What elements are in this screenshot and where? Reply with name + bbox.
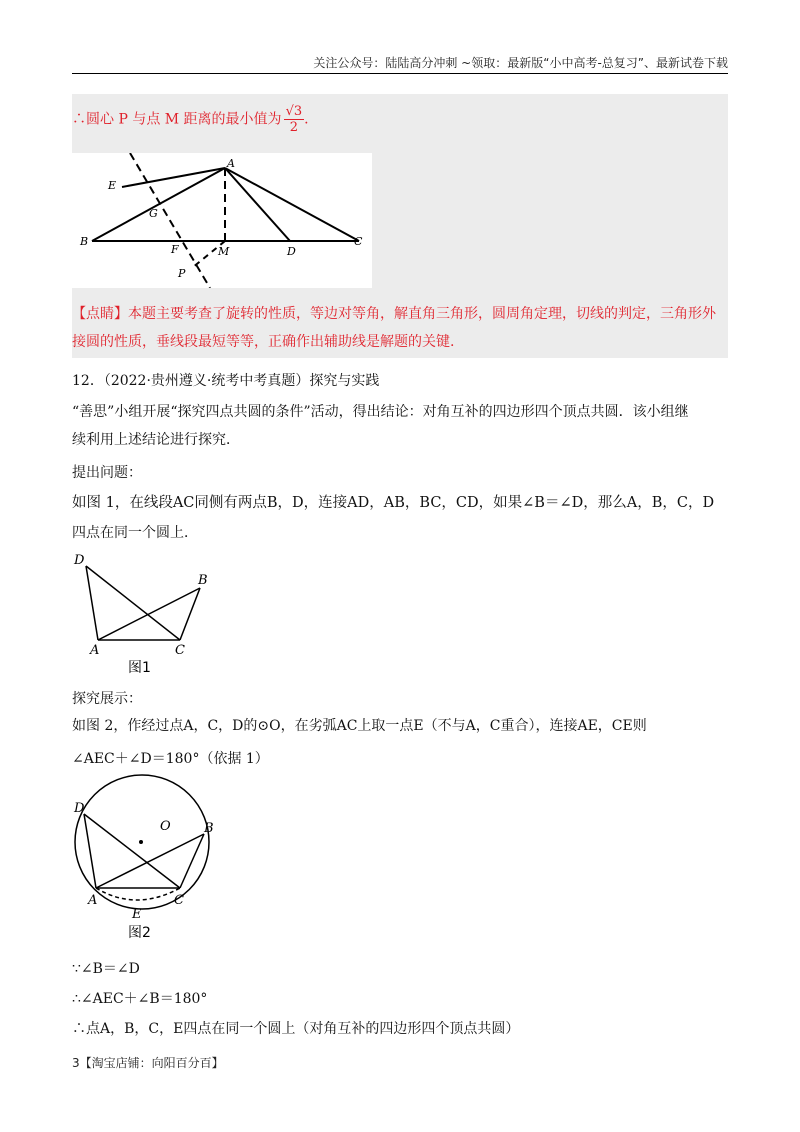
figure-2 [66, 774, 226, 944]
fig1-label-a: A [90, 643, 100, 658]
fig2-line-aec-dashed [96, 888, 180, 900]
figure-1 [72, 548, 232, 678]
conclusion-prefix: ∴圆心 P 与点 M 距离的最小值为 [72, 111, 282, 128]
label-b: B [80, 235, 89, 248]
label-f: F [171, 243, 179, 256]
fig2-label-a: A [88, 893, 98, 908]
fig2-line-cb [180, 834, 204, 888]
fig1-line-da [86, 566, 98, 640]
fig1-label-b: B [198, 573, 208, 588]
proof-line-2: ∴∠AEC＋∠B＝180° [72, 991, 208, 1007]
fig1-caption: 图1 [128, 660, 151, 676]
label-m: M [218, 245, 230, 258]
fig2-label-b: B [204, 821, 214, 836]
header-divider [72, 73, 728, 74]
fig1-label-c: C [175, 643, 185, 658]
note-line-1: 【点睛】本题主要考查了旋转的性质，等边对等角，解直角三角形，圆周角定理，切线的判定，三角形外 [72, 306, 716, 322]
explore-line-1: 如图 2，作经过点A，C，D的⊙O，在劣弧AC上取一点E（不与A，C重合），连接AE，CE则 [72, 718, 647, 734]
question-heading: 提出问题： [72, 465, 142, 481]
fig1-line-ab [98, 588, 200, 640]
fraction-numerator: √3 [285, 104, 303, 119]
fig1-label-d: D [74, 553, 85, 568]
page-header: 关注公众号：陆陆高分冲刺 ~领取：最新版“小中高考-总复习”、最新试卷下载 [313, 56, 728, 70]
figure-1-svg [72, 548, 232, 678]
fig2-line-ab [96, 834, 204, 888]
fraction-denominator: 2 [289, 120, 298, 135]
explore-line-2: ∠AEC＋∠D＝180°（依据 1） [72, 751, 269, 767]
page-footer: 3【淘宝店铺：向阳百分百】 [72, 1056, 224, 1070]
proof-line-1: ∵∠B＝∠D [72, 961, 140, 977]
fig2-center-dot [139, 840, 143, 844]
label-a: A [227, 157, 235, 170]
fig1-line-dc [86, 566, 180, 640]
key-point-note [72, 300, 728, 356]
conclusion-line [72, 104, 728, 135]
line-ad [225, 168, 290, 241]
label-d: D [287, 245, 296, 258]
fig2-caption: 图2 [128, 925, 151, 941]
fraction [284, 104, 305, 135]
fig2-line-da [84, 814, 96, 888]
question-line-2: 四点在同一个圆上． [72, 525, 198, 541]
line-ac [225, 168, 359, 241]
label-c: C [354, 235, 363, 248]
fig2-label-c: C [174, 893, 184, 908]
intro-line-2: 续利用上述结论进行探究． [72, 432, 240, 448]
fig2-label-e: E [132, 907, 142, 922]
figure-2-svg [66, 774, 226, 944]
fig1-line-cb [180, 588, 200, 640]
intro-line-1: “善思”小组开展“探究四点共圆的条件”活动，得出结论：对角互补的四边形四个顶点共圆．该小组继 [72, 404, 689, 420]
fig2-label-d: D [74, 801, 85, 816]
explore-heading: 探究展示： [72, 691, 142, 707]
label-g: G [149, 207, 158, 220]
previous-figure-svg [72, 153, 372, 288]
problem-number-line: 12．（2022·贵州遵义·统考中考真题）探究与实践 [72, 373, 380, 389]
proof-line-3: ∴点A，B，C，E四点在同一个圆上（对角互补的四边形四个顶点共圆） [72, 1021, 520, 1037]
previous-figure [72, 153, 372, 288]
conclusion-suffix: . [304, 111, 309, 128]
fig2-label-o: O [160, 819, 171, 834]
note-line-2: 接圆的性质，垂线段最短等等，正确作出辅助线是解题的关键. [72, 334, 455, 350]
label-p: P [178, 267, 186, 280]
label-e: E [108, 179, 117, 192]
question-line-1: 如图 1，在线段AC同侧有两点B，D，连接AD，AB，BC，CD，如果∠B＝∠D，那么A，B，C，D [72, 495, 715, 511]
